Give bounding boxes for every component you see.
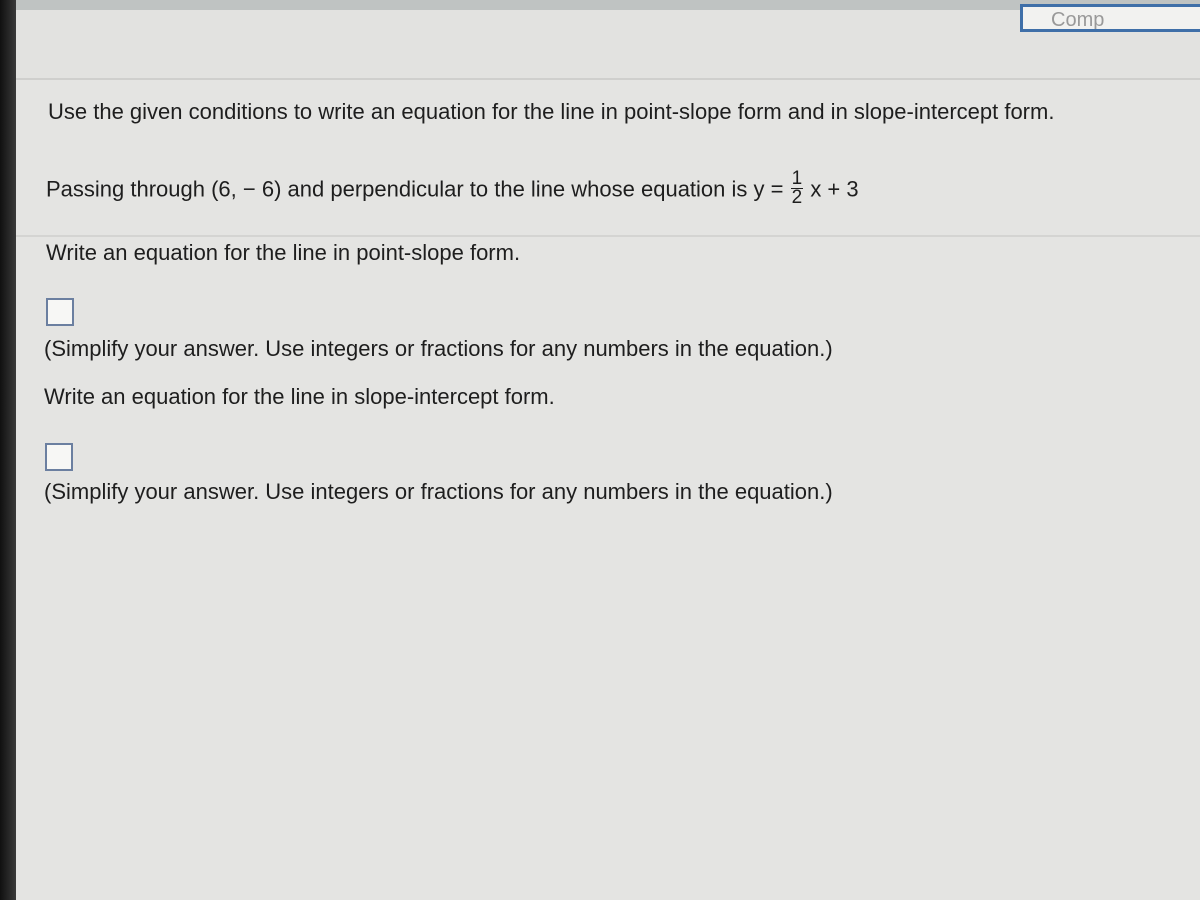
fraction-numerator: 1 <box>791 168 803 189</box>
slope-fraction <box>791 170 804 207</box>
question-instruction: Use the given conditions to write an equation for the line in point-slope form and in slope-intercept form. <box>48 99 1055 124</box>
corner-button[interactable]: Comp <box>1020 4 1200 32</box>
point-slope-prompt: Write an equation for the line in point-slope form. <box>46 240 521 265</box>
slope-intercept-hint: (Simplify your answer. Use integers or fractions for any numbers in the equation.) <box>44 479 833 504</box>
given-prefix: Passing through (6, − 6) and perpendicular to the line whose equation is y = <box>46 176 784 202</box>
point-slope-hint: (Simplify your answer. Use integers or fractions for any numbers in the equation.) <box>44 336 833 361</box>
slope-intercept-prompt: Write an equation for the line in slope-intercept form. <box>44 384 555 409</box>
header-divider <box>16 78 1200 80</box>
question-divider <box>16 235 1200 237</box>
point-slope-answer-input[interactable] <box>46 298 74 326</box>
slope-intercept-answer-input[interactable] <box>45 443 73 471</box>
fraction-denominator: 2 <box>791 187 803 208</box>
given-suffix: x + 3 <box>810 176 859 202</box>
header-band <box>16 10 1200 78</box>
question-given <box>46 168 859 209</box>
monitor-bezel <box>0 0 16 900</box>
